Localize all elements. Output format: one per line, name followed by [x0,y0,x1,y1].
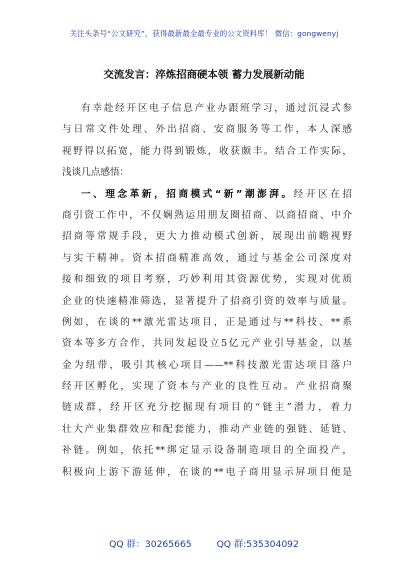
footer-qq-group-2: QQ 群:535304092 [216,539,299,550]
body-line: 浅谈几点感悟： [62,167,130,179]
document-title: 交流发言：淬炼招商硬本领 蓄力发展新动能 [103,69,305,81]
footer-qq-group-1: QQ 群：30265665 [109,539,192,550]
body-line: 视野得以拓宽，能力得到锻炼，收获颇丰。结合工作实际， [62,145,352,157]
body-line: 接和细致的项目考察，巧妙利用其资源优势，实现对优质 [62,274,352,286]
body-line: 企业的快速精准筛选，显著提升了招商引资的效率与质量。 [62,295,352,307]
footer-contact [0,536,408,550]
header-banner: 关注头条号“公文研究”，获得最新最全最专业的公文资料库！ 微信：gongwenyj [69,29,339,38]
body-line: 与日常文件处理、外出招商、安商服务等工作，本人深感 [62,124,352,136]
body-line: 资本等多方合作，共同发起设立5亿元产业引导基金，以基 [62,338,352,350]
body-line: 链成群，经开区充分挖掘现有项目的“链主”潜力，着力 [62,402,352,414]
section-heading-tail: 经开区在招 [293,188,352,200]
body-line: 积极向上游下游延伸，在谈的**电子商用显示屏项目便是 [62,466,352,478]
body-line: 招商等常规手段，更大力推动模式创新，展现出前瞻视野 [62,231,352,243]
section-heading-line [62,184,352,205]
body-line: 壮大产业集群效应和配套能力，推动产业链的强链、延链、 [62,423,352,435]
body-line: 经开区孵化，实现了资本与产业的良性互动。产业招商聚 [62,381,352,393]
document-body [62,98,352,483]
body-line: 补链。例如，依托**绑定显示设备制造项目的全面投产， [62,445,352,457]
body-line: 有幸赴经开区电子信息产业办跟班学习，通过沉浸式参 [81,103,352,114]
body-line: 商引资工作中，不仅娴熟运用朋友圈招商、以商招商、中介 [62,209,352,221]
body-line: 例如，在谈的**激光雷达项目，正是通过与**科技、**系 [62,316,352,328]
section-heading: 一、理念革新，招商模式“新”潮澎湃。 [81,188,294,200]
body-line: 金为纽带，吸引其核心项目——**科技激光雷达项目落户 [62,359,352,371]
body-line: 与实干精神。资本招商精准高效，通过与基金公司深度对 [62,252,352,264]
